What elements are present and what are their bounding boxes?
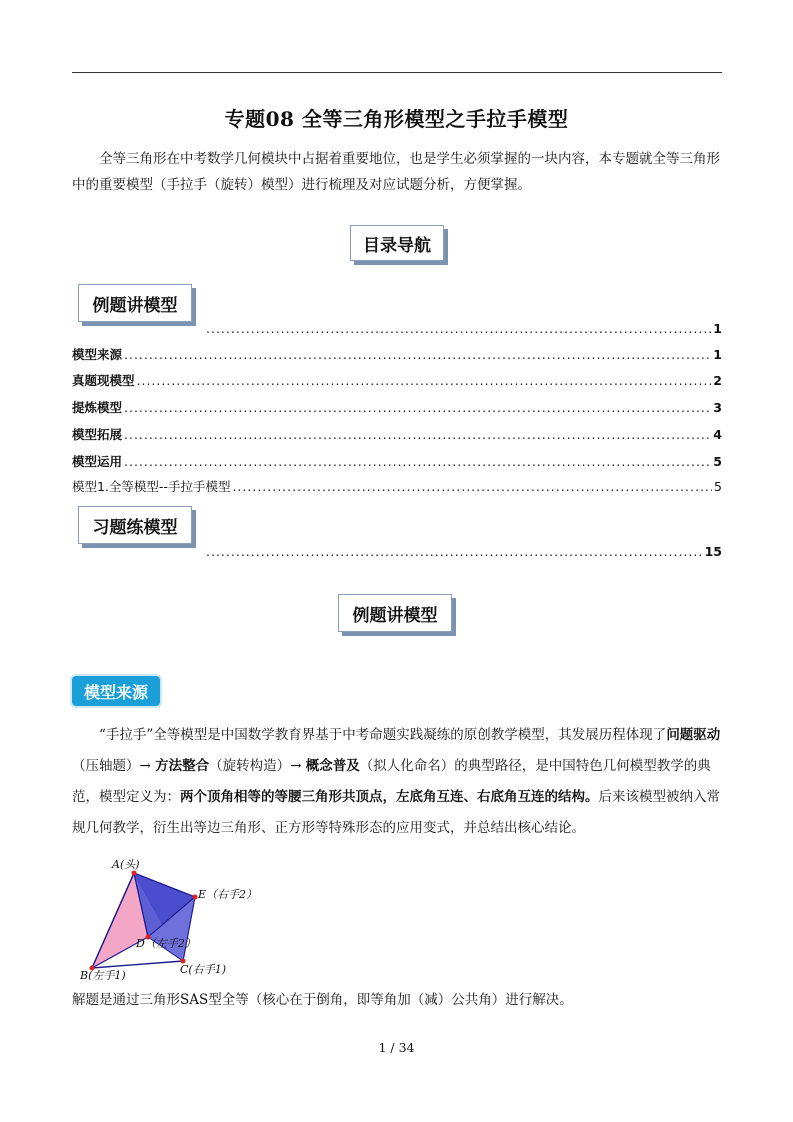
body-text: （拟人化命名）的典型路径，是中国特色几何模型教学的典范，模型定义为： (72, 758, 711, 805)
label-b: B(左手1) (80, 969, 126, 980)
toc-entry-label: 模型拓展 (72, 427, 123, 442)
intro-paragraph: 全等三角形在中考数学几何模块中占据着重要地位，也是学生必须掌握的一块内容，本专题就全等三角形中的重要模型（手拉手（旋转）模型）进行梳理及对应试题分析，方便掌握。 (72, 151, 720, 193)
toc-entry[interactable] (72, 425, 722, 443)
body-text: （旋转构造）→ (209, 758, 306, 774)
toc-page-number: 2 (713, 373, 722, 388)
body-text: 后来该模型被纳入常规几何教学，衍生出等边三角形、正方形等特殊形态的应用变式，并总结出核心结论。 (72, 789, 720, 836)
label-e: E（右手2） (198, 888, 258, 901)
toc-page-number: 3 (713, 400, 722, 415)
section-badge: 模型来源 (72, 676, 160, 706)
hand-in-hand-diagram (80, 855, 280, 980)
toc-leader-dots (232, 479, 712, 494)
body-bold-text: 方法整合 (155, 758, 210, 774)
toc-leader-dots (124, 427, 711, 442)
toc-entry-label: 提炼模型 (72, 400, 123, 415)
vertex-a (132, 871, 137, 876)
body-bold-text: 两个顶角相等的等腰三角形共顶点，左底角互连、右底角互连的结构。 (180, 789, 599, 805)
label-c: C(右手1) (180, 963, 226, 976)
toc-page-number: 4 (713, 427, 722, 442)
toc-page-number: 1 (713, 321, 722, 336)
solution-caption: 解题是通过三角形SAS型全等（核心在于倒角，即等角加（减）公共角）进行解决。 (72, 992, 573, 1008)
toc-entry[interactable] (72, 452, 722, 470)
toc-page-number: 1 (713, 347, 722, 362)
toc-entry[interactable] (72, 477, 722, 495)
toc-page-number: 5 (714, 479, 722, 494)
toc-leader-dots (124, 400, 711, 415)
toc-entry-label: 模型来源 (72, 347, 123, 362)
segment-bc (92, 961, 183, 968)
header-rule (72, 72, 722, 73)
body-paragraph (72, 720, 722, 844)
toc-leader-dots (206, 544, 703, 559)
toc-page-number: 5 (713, 454, 722, 469)
toc-entry-label: 模型1.全等模型--手拉手模型 (72, 479, 231, 494)
toc-leader-dots (124, 347, 711, 362)
toc-leader-dots (137, 373, 712, 388)
body-text: （压轴题）→ (72, 758, 156, 774)
body-bold-text: 概念普及 (305, 758, 360, 774)
toc-section-practice[interactable]: 习题练模型 (78, 506, 192, 544)
toc-entry-label: 模型运用 (72, 454, 123, 469)
label-d: D（左手2） (136, 937, 196, 950)
toc-line-section1[interactable] (204, 321, 722, 336)
vertex-e (193, 895, 198, 900)
toc-entry[interactable] (72, 371, 722, 389)
section-heading: 例题讲模型 (338, 594, 452, 632)
toc-section-example[interactable]: 例题讲模型 (78, 284, 192, 322)
toc-leader-dots (206, 321, 711, 336)
toc-entry[interactable] (72, 398, 722, 416)
page-number: 1 / 34 (378, 1040, 415, 1055)
page-title: 专题08 全等三角形模型之手拉手模型 (224, 107, 569, 131)
label-a: A(头) (112, 858, 140, 871)
toc-entry-label: 真题现模型 (72, 373, 135, 388)
body-text: “手拉手”全等模型是中国数学教育界基于中考命题实践凝练的原创教学模型，其发展历程体现了 (99, 727, 667, 743)
toc-header: 目录导航 (350, 225, 444, 261)
toc-line-section2[interactable] (204, 544, 722, 559)
toc-leader-dots (124, 454, 711, 469)
body-bold-text: 问题驱动 (666, 727, 721, 743)
toc-entry[interactable] (72, 345, 722, 363)
toc-page-number: 15 (704, 544, 722, 559)
